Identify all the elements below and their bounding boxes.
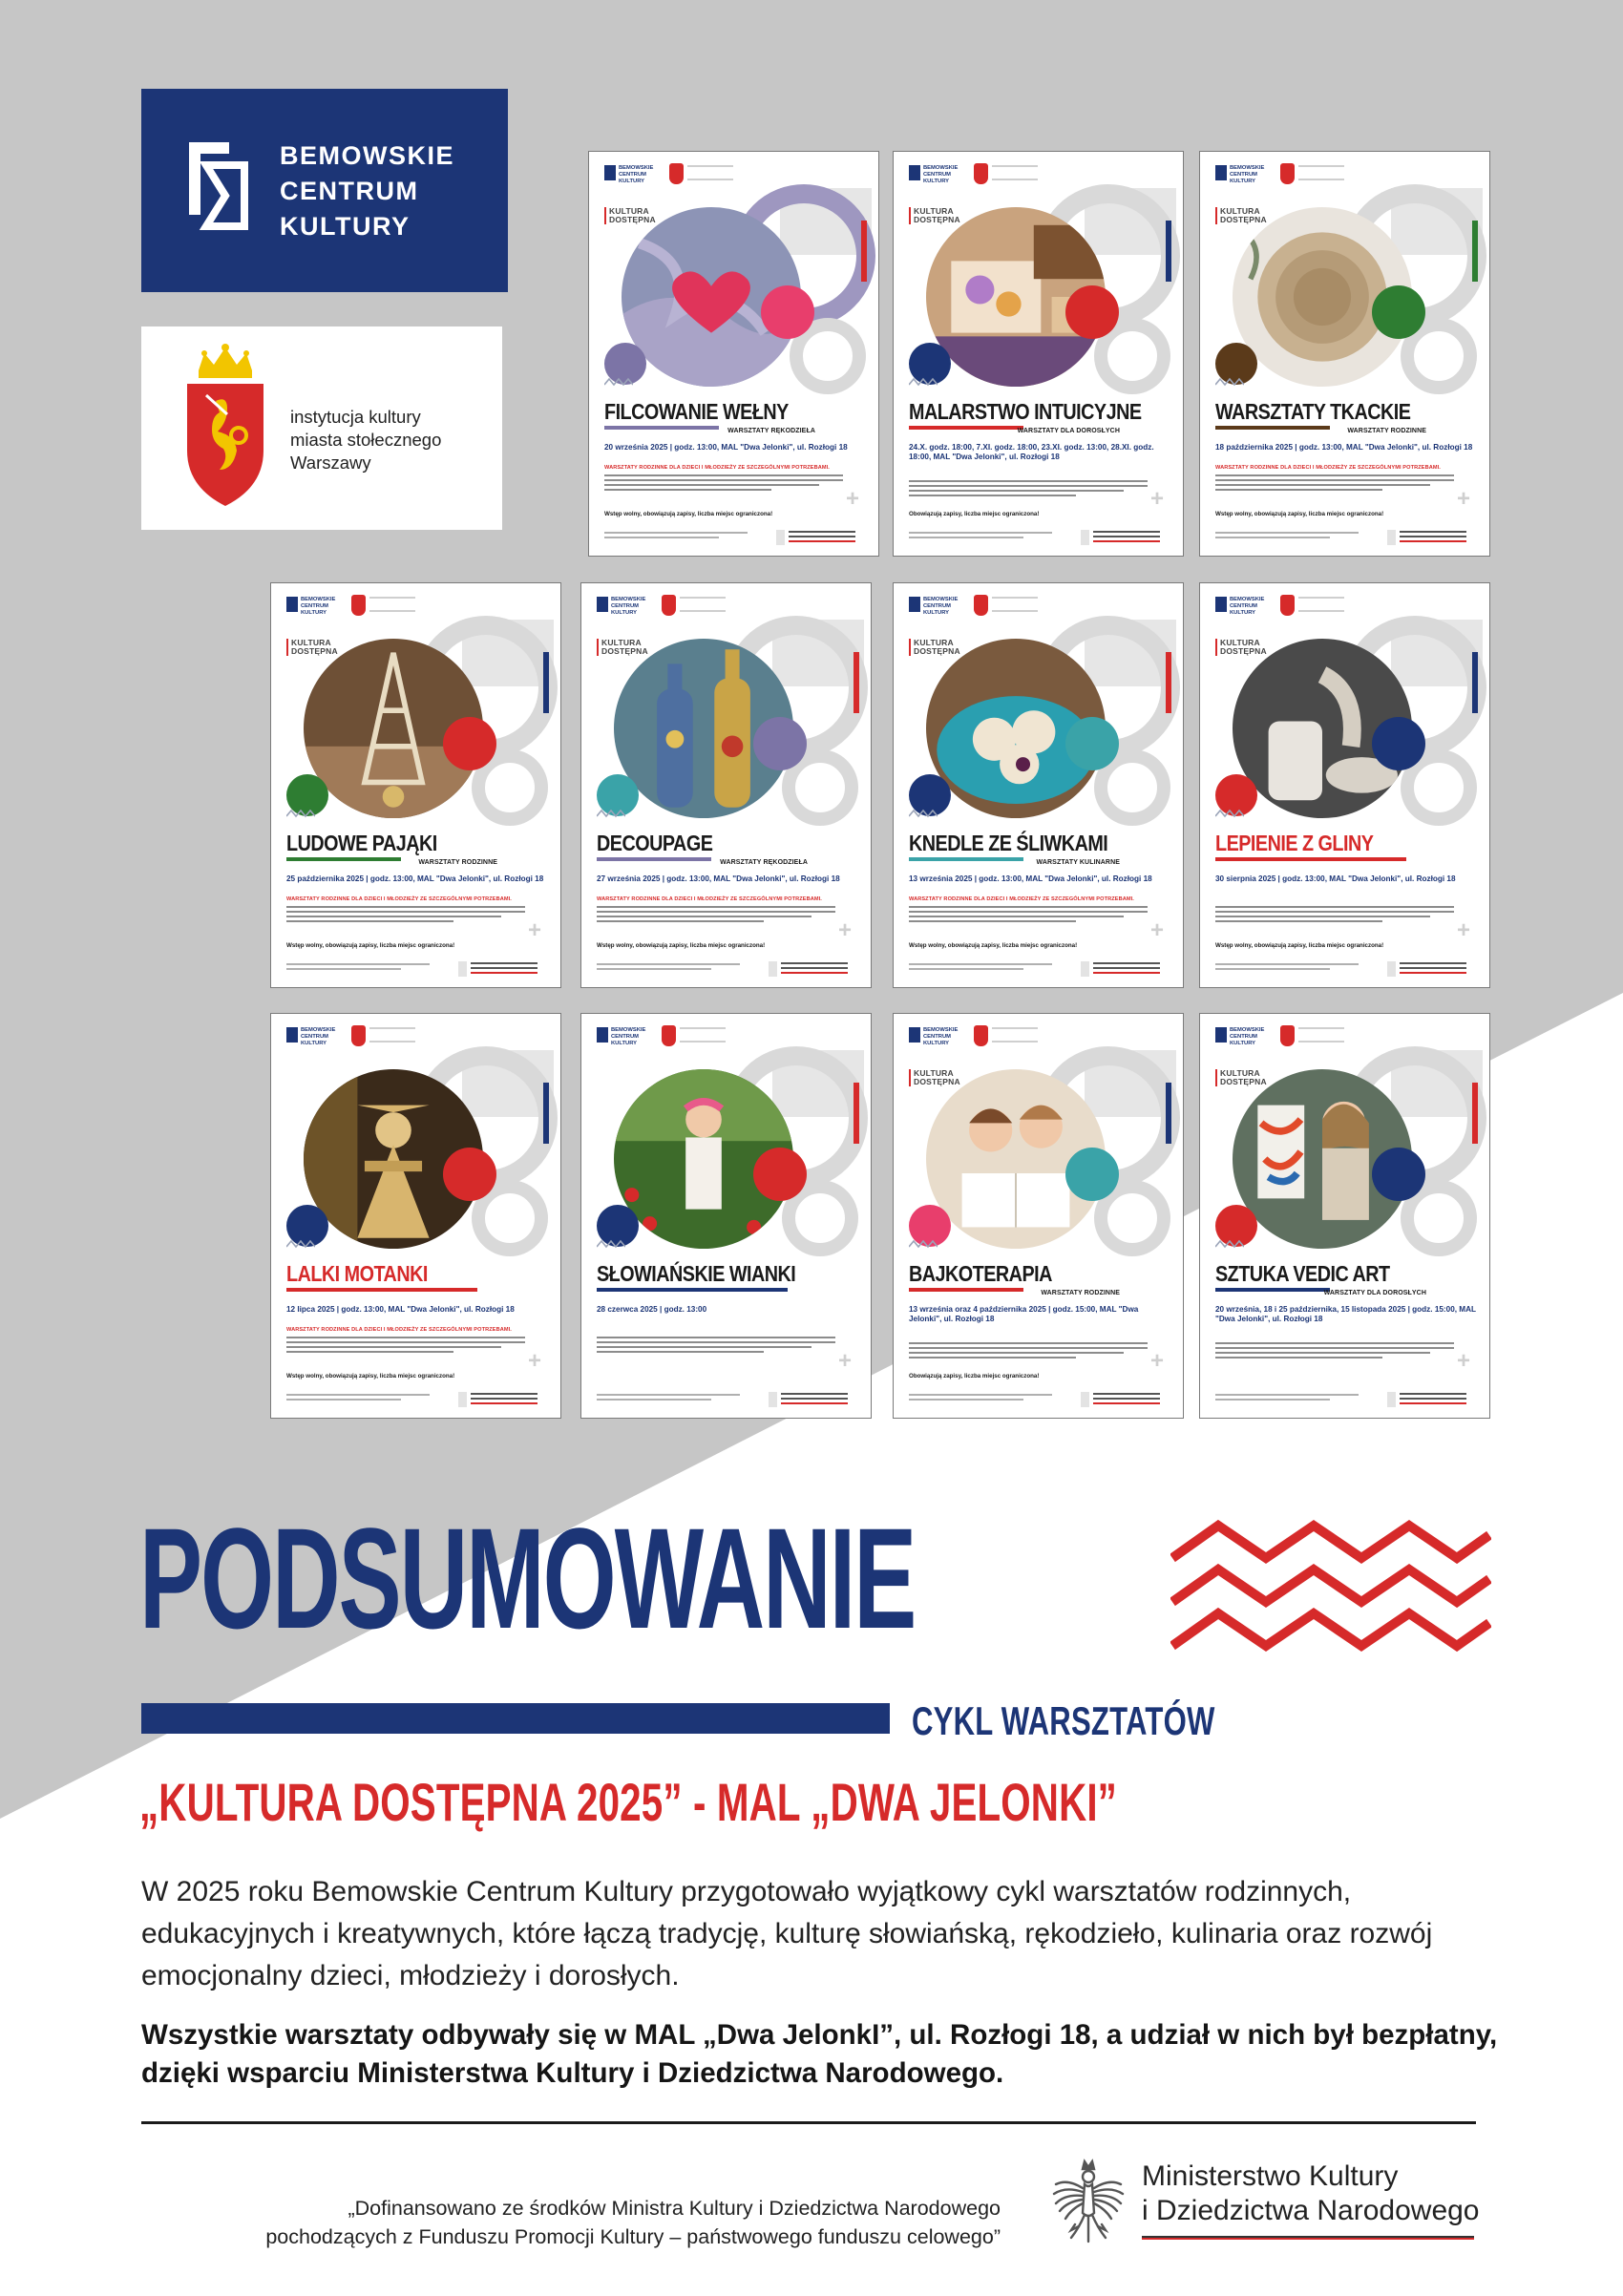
poster-zigzag: [597, 1239, 625, 1249]
poster-dot: [1065, 285, 1119, 339]
poster-kd-word: DOSTĘPNA: [291, 646, 338, 656]
poster-bck-text: BEMOWSKIE CENTRUM KULTURY: [611, 597, 646, 616]
poster-warsaw-crest-icon: [1280, 1025, 1295, 1046]
poster-kd-word: KULTURA: [1220, 206, 1260, 216]
poster-kd-word: DOSTĘPNA: [914, 215, 960, 224]
poster-free-entry: Wstęp wolny, obowiązują zapisy, liczba miejsc ograniczona!: [286, 942, 455, 949]
poster-title-underline: [286, 857, 401, 861]
poster-warsaw-text: [992, 1027, 1038, 1043]
poster-title-underline: [597, 1288, 788, 1292]
poster-ministry-mark: [458, 1392, 544, 1407]
poster-bck-text: BEMOWSKIE CENTRUM KULTURY: [1230, 597, 1265, 616]
poster-ministry-mark: [458, 961, 544, 977]
poster-body-text: [1215, 474, 1454, 494]
poster-warsaw-text: [992, 597, 1038, 612]
poster-body-text: [597, 906, 835, 925]
poster-accent-bar: [1166, 652, 1171, 713]
poster-footer-text: [597, 1394, 740, 1403]
poster-kd-word: KULTURA: [291, 638, 331, 647]
poster-zigzag: [909, 1239, 938, 1249]
poster-note: WARSZTATY RODZINNE DLA DZIECI I MŁODZIEŻY ZE SZCZEGÓLNYMI POTRZEBAMI.: [1215, 465, 1441, 471]
poster-title-underline: [1215, 857, 1406, 861]
poster-date: 13 września oraz 4 października 2025 | godz. 15:00, MAL "Dwa Jelonki", ul. Rozłogi 18: [909, 1305, 1139, 1323]
poster-warsaw-text: [1298, 1027, 1344, 1043]
poster-bck-logo: [909, 165, 962, 203]
poster-dot: [753, 717, 807, 770]
poster-kd-word: KULTURA: [914, 638, 954, 647]
poster-ministry-mark: [1081, 1392, 1167, 1407]
poster-body-text: [1215, 1342, 1454, 1361]
poster-body-text: [604, 474, 843, 494]
ministry-line1: Ministerstwo Kultury: [1142, 2160, 1399, 2192]
poster-warsaw-text: [1298, 165, 1344, 180]
poster-bck-text: BEMOWSKIE CENTRUM KULTURY: [301, 597, 336, 616]
poster-title: LUDOWE PAJĄKI: [286, 831, 437, 855]
poster-accent-bar: [1472, 652, 1478, 713]
poster-bck-text: BEMOWSKIE CENTRUM KULTURY: [923, 165, 959, 184]
workshop-poster[interactable]: [1199, 151, 1490, 557]
poster-bck-logo: [604, 165, 658, 203]
poster-footer-text: [604, 532, 748, 541]
poster-footer-text: [1215, 1394, 1359, 1403]
poster-ministry-mark: [1387, 1392, 1473, 1407]
cycle-label: CYKL WARSZTATÓW: [912, 1698, 1215, 1743]
poster-accent-bar: [854, 1083, 859, 1144]
plus-icon: +: [1149, 917, 1164, 943]
poster-date: 12 lipca 2025 | godz. 13:00, MAL "Dwa Jelonki", ul. Rozłogi 18: [286, 1305, 515, 1314]
poster-title: DECOUPAGE: [597, 831, 713, 855]
poster-bck-logo: [1215, 1027, 1269, 1065]
poster-bck-logo: [909, 1027, 962, 1065]
poster-footer-text: [286, 963, 430, 973]
poster-warsaw-text: [687, 165, 733, 180]
poster-bck-text: BEMOWSKIE CENTRUM KULTURY: [923, 1027, 959, 1046]
warsaw-line1: instytucja kultury: [290, 407, 421, 427]
poster-kd-word: DOSTĘPNA: [1220, 1077, 1267, 1086]
footer-divider: [141, 2121, 1476, 2124]
poster-accent-bar: [1472, 221, 1478, 282]
poster-kd-word: KULTURA: [1220, 1068, 1260, 1078]
funding-note-line2: pochodzących z Funduszu Promocji Kultury – państwowego funduszu celowego”: [265, 2225, 1001, 2248]
workshop-poster[interactable]: [893, 582, 1184, 988]
plus-icon: +: [527, 917, 541, 943]
poster-warsaw-crest-icon: [974, 595, 988, 616]
workshop-poster[interactable]: [893, 1013, 1184, 1419]
poster-ministry-mark: [1081, 530, 1167, 545]
poster-title: LALKI MOTANKI: [286, 1261, 428, 1286]
poster-dot: [1372, 285, 1425, 339]
poster-title: SŁOWIAŃSKIE WIANKI: [597, 1261, 796, 1286]
poster-kd-word: DOSTĘPNA: [601, 646, 648, 656]
poster-accent-bar: [854, 652, 859, 713]
poster-dot: [1372, 717, 1425, 770]
poster-accent-bar: [1472, 1083, 1478, 1144]
poster-accent-bar: [543, 652, 549, 713]
plus-icon: +: [837, 917, 852, 943]
poster-kd-word: DOSTĘPNA: [1220, 215, 1267, 224]
poster-free-entry: Obowiązują zapisy, liczba miejsc ograniczona!: [909, 1373, 1040, 1380]
poster-subtitle: WARSZTATY RĘKODZIEŁA: [720, 859, 808, 866]
poster-accent-bar: [1166, 1083, 1171, 1144]
warsaw-crest-icon: [178, 344, 273, 511]
warsaw-line3: Warszawy: [290, 453, 371, 473]
poster-warsaw-text: [369, 597, 415, 612]
poster-free-entry: Wstęp wolny, obowiązują zapisy, liczba miejsc ograniczona!: [1215, 511, 1384, 517]
poster-ministry-mark: [1081, 961, 1167, 977]
poster-warsaw-text: [369, 1027, 415, 1043]
poster-footer-text: [1215, 532, 1359, 541]
poster-kultura-dostepna-label: [909, 207, 960, 224]
poster-dot: [1372, 1148, 1425, 1201]
poster-body-text: [1215, 906, 1454, 925]
poster-bck-text: BEMOWSKIE CENTRUM KULTURY: [1230, 165, 1265, 184]
plus-icon: +: [1149, 486, 1164, 512]
poster-warsaw-text: [992, 165, 1038, 180]
poster-body-text: [286, 1337, 525, 1356]
workshop-poster[interactable]: [580, 582, 872, 988]
poster-bck-logo: [286, 1027, 340, 1065]
poster-warsaw-crest-icon: [351, 595, 366, 616]
poster-kultura-dostepna-label: [604, 207, 656, 224]
poster-footer-text: [909, 1394, 1052, 1403]
poster-bck-logo: [597, 1027, 650, 1065]
poster-zigzag: [597, 809, 625, 818]
poster-ministry-mark: [1387, 961, 1473, 977]
workshop-poster[interactable]: [580, 1013, 872, 1419]
poster-zigzag: [604, 377, 633, 387]
poster-kultura-dostepna-label: [909, 1069, 960, 1086]
workshop-poster[interactable]: [270, 1013, 561, 1419]
poster-title-underline: [909, 1288, 1023, 1292]
poster-kultura-dostepna-label: [1215, 1069, 1267, 1086]
poster-warsaw-crest-icon: [351, 1025, 366, 1046]
poster-kultura-dostepna-label: [1215, 207, 1267, 224]
poster-body-text: [286, 906, 525, 925]
poster-title-underline: [909, 426, 1023, 430]
poster-footer-text: [1215, 963, 1359, 973]
poster-zigzag: [286, 809, 315, 818]
poster-title-underline: [286, 1288, 477, 1292]
poster-date: 20 września, 18 i 25 października, 15 listopada 2025 | godz. 15:00, MAL "Dwa Jelonki", ul. Rozłogi 18: [1215, 1305, 1476, 1323]
zigzag-decoration: [1170, 1518, 1491, 1661]
poster-subtitle: WARSZTATY RODZINNE: [1347, 428, 1426, 434]
poster-kd-word: DOSTĘPNA: [914, 646, 960, 656]
funding-note-line1: „Dofinansowano ze środków Ministra Kultury i Dziedzictwa Narodowego: [348, 2197, 1001, 2220]
warsaw-line2: miasta stołecznego: [290, 430, 442, 450]
poster-kd-word: DOSTĘPNA: [914, 1077, 960, 1086]
warsaw-logo[interactable]: [141, 326, 502, 530]
poster-kultura-dostepna-label: [597, 639, 648, 656]
poster-footer-text: [597, 963, 740, 973]
poster-warsaw-crest-icon: [669, 163, 684, 184]
poster-dot: [753, 1148, 807, 1201]
poster-body-text: [909, 1342, 1148, 1361]
poster-subtitle: WARSZTATY RODZINNE: [418, 859, 497, 866]
poster-title: WARSZTATY TKACKIE: [1215, 399, 1411, 424]
poster-bck-logo: [1215, 597, 1269, 635]
poster-kd-word: KULTURA: [914, 206, 954, 216]
plus-icon: +: [845, 486, 859, 512]
poster-kd-word: DOSTĘPNA: [1220, 646, 1267, 656]
poster-bck-logo: [1215, 165, 1269, 203]
poster-body-text: [909, 906, 1148, 925]
poster-ministry-mark: [769, 961, 854, 977]
poster-zigzag: [909, 377, 938, 387]
poster-free-entry: Wstęp wolny, obowiązują zapisy, liczba miejsc ograniczona!: [604, 511, 773, 517]
poster-dot: [1065, 717, 1119, 770]
poster-date: 28 czerwca 2025 | godz. 13:00: [597, 1305, 707, 1314]
poster-zigzag: [1215, 377, 1244, 387]
poster-warsaw-crest-icon: [1280, 595, 1295, 616]
poster-accent-bar: [861, 221, 867, 282]
poster-bck-text: BEMOWSKIE CENTRUM KULTURY: [611, 1027, 646, 1046]
poster-bck-text: BEMOWSKIE CENTRUM KULTURY: [619, 165, 654, 184]
ministry-flag-stripe: [1142, 2236, 1474, 2240]
poster-date: 25 października 2025 | godz. 13:00, MAL "Dwa Jelonki", ul. Rozłogi 18: [286, 874, 544, 883]
series-subtitle: „KULTURA DOSTĘPNA 2025” - MAL „DWA JELONKI”: [139, 1772, 1117, 1832]
page-title: PODSUMOWANIE: [139, 1498, 916, 1658]
poster-ministry-mark: [1387, 530, 1473, 545]
poster-bck-text: BEMOWSKIE CENTRUM KULTURY: [301, 1027, 336, 1046]
poster-subtitle: WARSZTATY RĘKODZIEŁA: [727, 428, 815, 434]
poster-date: 24.X. godz. 18:00, 7.XI. godz. 18:00, 23.XI. godz. 13:00, 28.XI. godz. 18:00, MAL "Dwa Jelonki", ul. Rozłogi 18: [909, 443, 1154, 461]
poster-zigzag: [1215, 809, 1244, 818]
poster-title: FILCOWANIE WEŁNY: [604, 399, 789, 424]
poster-bck-logo: [286, 597, 340, 635]
poster-body-text: [597, 1337, 835, 1356]
poster-kd-word: KULTURA: [609, 206, 649, 216]
bck-logo[interactable]: [141, 89, 508, 292]
poster-title-underline: [1215, 1288, 1330, 1292]
poster-zigzag: [909, 809, 938, 818]
funding-note: [141, 2194, 1001, 2251]
workshop-poster[interactable]: [1199, 1013, 1490, 1419]
plus-icon: +: [1149, 1348, 1164, 1374]
poster-subtitle: WARSZTATY DLA DOROSŁYCH: [1017, 428, 1120, 434]
poster-dot: [1065, 1148, 1119, 1201]
plus-icon: +: [527, 1348, 541, 1374]
poster-title-underline: [604, 426, 719, 430]
poster-note: WARSZTATY RODZINNE DLA DZIECI I MŁODZIEŻY ZE SZCZEGÓLNYMI POTRZEBAMI.: [286, 1327, 512, 1333]
poster-date: 18 października 2025 | godz. 13:00, MAL "Dwa Jelonki", ul. Rozłogi 18: [1215, 443, 1473, 452]
plus-icon: +: [1456, 1348, 1470, 1374]
poster-note: WARSZTATY RODZINNE DLA DZIECI I MŁODZIEŻY ZE SZCZEGÓLNYMI POTRZEBAMI.: [286, 896, 512, 902]
poster-zigzag: [286, 1239, 315, 1249]
poster-note: WARSZTATY RODZINNE DLA DZIECI I MŁODZIEŻY ZE SZCZEGÓLNYMI POTRZEBAMI.: [597, 896, 822, 902]
poster-warsaw-text: [680, 1027, 726, 1043]
workshop-poster[interactable]: [893, 151, 1184, 557]
poster-title-underline: [597, 857, 711, 861]
poster-warsaw-crest-icon: [1280, 163, 1295, 184]
poster-footer-text: [286, 1394, 430, 1403]
poster-free-entry: Obowiązują zapisy, liczba miejsc ograniczona!: [909, 511, 1040, 517]
poster-title: KNEDLE ZE ŚLIWKAMI: [909, 831, 1108, 855]
polish-eagle-icon: [1050, 2156, 1127, 2251]
poster-warsaw-text: [680, 597, 726, 612]
ministry-name: [1142, 2159, 1480, 2228]
workshop-poster[interactable]: [270, 582, 561, 988]
bck-logo-text: [280, 138, 454, 244]
warsaw-logo-text: [290, 406, 441, 474]
poster-date: 13 września 2025 | godz. 13:00, MAL "Dwa Jelonki", ul. Rozłogi 18: [909, 874, 1152, 883]
venue-paragraph: Wszystkie warsztaty odbywały się w MAL „Dwa JelonkI”, ul. Rozłogi 18, a udział w nich był bezpłatny, dzięki wsparciu Ministerstwa Kultury i Dziedzictwa Narodowego.: [141, 2019, 1498, 2089]
poster-kultura-dostepna-label: [909, 639, 960, 656]
poster-title: LEPIENIE Z GLINY: [1215, 831, 1374, 855]
poster-bck-logo: [597, 597, 650, 635]
poster-dot: [443, 717, 496, 770]
poster-note: WARSZTATY RODZINNE DLA DZIECI I MŁODZIEŻY ZE SZCZEGÓLNYMI POTRZEBAMI.: [909, 896, 1134, 902]
poster-body-text: [909, 480, 1148, 499]
poster-footer-text: [909, 963, 1052, 973]
poster-subtitle: WARSZTATY DLA DOROSŁYCH: [1323, 1290, 1426, 1296]
plus-icon: +: [837, 1348, 852, 1374]
poster-warsaw-crest-icon: [974, 1025, 988, 1046]
poster-free-entry: Wstęp wolny, obowiązują zapisy, liczba miejsc ograniczona!: [909, 942, 1078, 949]
poster-title: BAJKOTERAPIA: [909, 1261, 1052, 1286]
poster-kultura-dostepna-label: [1215, 639, 1267, 656]
poster-date: 30 sierpnia 2025 | godz. 13:00, MAL "Dwa Jelonki", ul. Rozłogi 18: [1215, 874, 1456, 883]
poster-footer-text: [909, 532, 1052, 541]
poster-warsaw-text: [1298, 597, 1344, 612]
workshop-poster[interactable]: [588, 151, 879, 557]
bck-line1: BEMOWSKIE: [280, 141, 455, 170]
poster-free-entry: Wstęp wolny, obowiązują zapisy, liczba miejsc ograniczona!: [597, 942, 766, 949]
poster-ministry-mark: [776, 530, 862, 545]
workshop-poster[interactable]: [1199, 582, 1490, 988]
intro-paragraph: W 2025 roku Bemowskie Centrum Kultury przygotowało wyjątkowy cykl warsztatów rodzinnych, edukacyjnych i kreatywnych, które łączą tradycję, kulturę słowiańską, rękodzieło, kulinaria oraz rozwój emocjonalny dzieci, młodzieży i dorosłych.: [141, 1876, 1433, 1991]
poster-warsaw-crest-icon: [662, 595, 676, 616]
poster-warsaw-crest-icon: [974, 163, 988, 184]
poster-kd-word: DOSTĘPNA: [609, 215, 656, 224]
poster-bck-text: BEMOWSKIE CENTRUM KULTURY: [1230, 1027, 1265, 1046]
bck-logo-icon: [185, 137, 248, 232]
poster-date: 27 września 2025 | godz. 13:00, MAL "Dwa Jelonki", ul. Rozłogi 18: [597, 874, 840, 883]
poster-title-underline: [909, 857, 1023, 861]
poster-title: MALARSTWO INTUICYJNE: [909, 399, 1142, 424]
poster-subtitle: WARSZTATY RODZINNE: [1041, 1290, 1120, 1296]
ministry-line2: i Dziedzictwa Narodowego: [1142, 2195, 1480, 2226]
poster-title: SZTUKA VEDIC ART: [1215, 1261, 1390, 1286]
plus-icon: +: [1456, 486, 1470, 512]
poster-date: 20 września 2025 | godz. 13:00, MAL "Dwa Jelonki", ul. Rozłogi 18: [604, 443, 848, 452]
poster-free-entry: Wstęp wolny, obowiązują zapisy, liczba miejsc ograniczona!: [1215, 942, 1384, 949]
poster-dot: [443, 1148, 496, 1201]
poster-subtitle: WARSZTATY KULINARNE: [1036, 859, 1120, 866]
poster-kd-word: KULTURA: [601, 638, 642, 647]
poster-bck-logo: [909, 597, 962, 635]
poster-title-underline: [1215, 426, 1330, 430]
poster-free-entry: Wstęp wolny, obowiązują zapisy, liczba miejsc ograniczona!: [286, 1373, 455, 1380]
poster-zigzag: [1215, 1239, 1244, 1249]
poster-accent-bar: [543, 1083, 549, 1144]
bck-line3: KULTURY: [280, 212, 411, 241]
poster-ministry-mark: [769, 1392, 854, 1407]
title-underline-bar: [141, 1703, 890, 1734]
poster-kd-word: KULTURA: [914, 1068, 954, 1078]
poster-accent-bar: [1166, 221, 1171, 282]
poster-bck-text: BEMOWSKIE CENTRUM KULTURY: [923, 597, 959, 616]
poster-warsaw-crest-icon: [662, 1025, 676, 1046]
poster-kd-word: KULTURA: [1220, 638, 1260, 647]
plus-icon: +: [1456, 917, 1470, 943]
poster-kultura-dostepna-label: [286, 639, 338, 656]
poster-note: WARSZTATY RODZINNE DLA DZIECI I MŁODZIEŻY ZE SZCZEGÓLNYMI POTRZEBAMI.: [604, 465, 830, 471]
poster-dot: [761, 285, 814, 339]
bck-line2: CENTRUM: [280, 177, 419, 205]
